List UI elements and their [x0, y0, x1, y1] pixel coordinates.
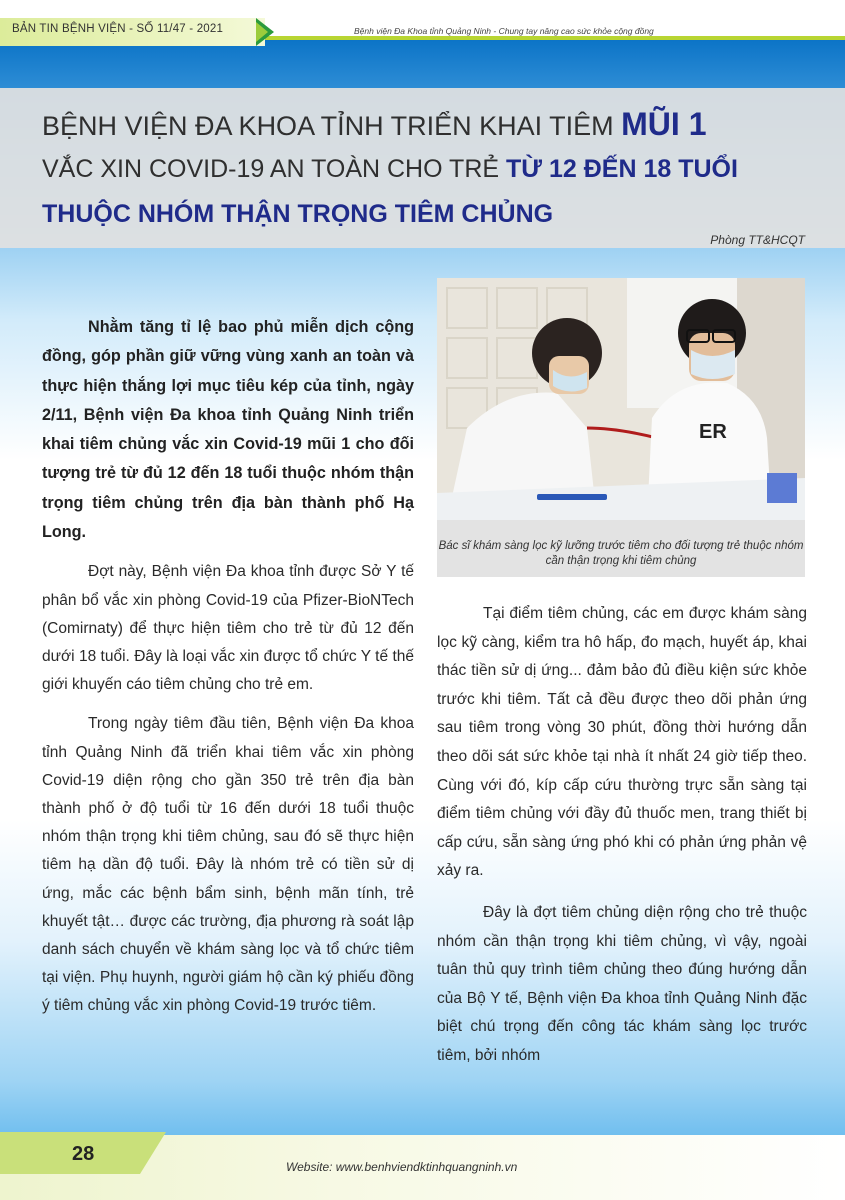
left-column [42, 313, 414, 1021]
issue-label: BẢN TIN BỆNH VIỆN - SỐ 11/47 - 2021 [12, 23, 224, 35]
title-line-3: THUỘC NHÓM THẬN TRỌNG TIÊM CHỦNG [42, 200, 554, 228]
title-line-1-highlight: MŨI 1 [621, 106, 707, 142]
page-number: 28 [72, 1143, 95, 1165]
title-line-2 [42, 155, 738, 184]
title-line-2-highlight: TỪ 12 ĐẾN 18 TUỔI [506, 155, 738, 183]
photo-illustration [437, 278, 805, 520]
article-author: Phòng TT&HCQT [710, 233, 805, 247]
title-line-2-plain: VẮC XIN COVID-19 AN TOÀN CHO TRẺ [42, 155, 507, 183]
footer-website: Website: www.benhviendktinhquangninh.vn [286, 1160, 518, 1174]
body-paragraph: Trong ngày tiêm đầu tiên, Bệnh viện Đa khoa tỉnh Quảng Ninh đã triển khai tiêm vắc xin phòng Covid-19 diện rộng cho gần 350 trẻ trên địa bàn thành phố ở độ tuổi từ 16 đến dưới 18 tuổi thuộc nhóm thận trọng khi tiêm chủng, sau đó sẽ thực hiện tiêm hạ dần độ tuổi. Đây là nhóm trẻ có tiền sử dị ứng, mắc các bệnh bẩm sinh, bệnh mãn tính, trẻ khuyết tật… được các trường, địa phương rà soát lập danh sách chuyển về khám sàng lọc và tổ chức tiêm tại viện. Phụ huynh, người giám hộ cần ký phiếu đồng ý tiêm chủng vắc xin phòng Covid-19 trước tiêm. [42, 715, 414, 1015]
right-column [437, 600, 807, 1084]
body-paragraph: Đây là đợt tiêm chủng diện rộng cho trẻ thuộc nhóm cần thận trọng khi tiêm chủng, vì vậy, ngoài tuân thủ quy trình tiêm chủng theo đúng hướng dẫn của Bộ Y tế, Bệnh viện Đa khoa tỉnh Quảng Ninh đặc biệt chú trọng đến công tác khám sàng lọc trước tiêm, bởi nhóm [437, 903, 807, 1064]
footer-page-tab [0, 1132, 140, 1174]
photo-caption: Bác sĩ khám sàng lọc kỹ lưỡng trước tiêm cho đối tượng trẻ thuộc nhóm cần thận trọng khi tiêm chủng [438, 540, 804, 567]
lead-paragraph: Nhằm tăng tỉ lệ bao phủ miễn dịch cộng đồng, góp phần giữ vững vùng xanh an toàn và thực hiện thắng lợi mục tiêu kép của tỉnh, ngày 2/11, Bệnh viện Đa khoa tỉnh Quảng Ninh triển khai tiêm chủng vắc xin Covid-19 mũi 1 cho đối tượng trẻ từ đủ 12 đến 18 tuổi thuộc nhóm thận trọng tiêm chủng trên địa bàn thành phố Hạ Long. [42, 318, 414, 542]
body-paragraph: Tại điểm tiêm chủng, các em được khám sàng lọc kỹ càng, kiểm tra hô hấp, đo mạch, huyết áp, khai thác tiền sử dị ứng... đảm bảo đủ điều kiện sức khỏe trước khi tiêm. Tất cả đều được theo dõi phản ứng sau tiêm trong vòng 30 phút, đồng thời hướng dẫn theo dõi sát sức khỏe tại nhà ít nhất 24 giờ tiếp theo. Cùng với đó, kíp cấp cứu thường trực sẵn sàng tại điểm tiêm chủng với đầy đủ thuốc men, trang thiết bị cấp cứu, sẵn sàng ứng phó khi có phản ứng phản vệ xảy ra. [437, 605, 807, 880]
header-slogan: Bệnh viện Đa Khoa tỉnh Quảng Ninh - Chung tay nâng cao sức khỏe cộng đồng [354, 26, 654, 36]
svg-text:ER: ER [699, 421, 727, 443]
issue-arrow-inner-icon [256, 22, 268, 42]
footer-page-tab-tip [140, 1132, 166, 1174]
article-photo [437, 278, 805, 520]
title-line-1 [42, 106, 706, 143]
body-paragraph: Đợt này, Bệnh viện Đa khoa tỉnh được Sở Y tế phân bổ vắc xin phòng Covid-19 của Pfizer-BioNTech (Comirnaty) để thực hiện tiêm cho trẻ từ đủ 12 đến dưới 18 tuổi. Đây là loại vắc xin được tổ chức Y tế thế giới khuyến cáo tiêm chủng cho trẻ em. [42, 563, 414, 694]
title-line-1-plain: BỆNH VIỆN ĐA KHOA TỈNH TRIỂN KHAI TIÊM [42, 111, 622, 141]
